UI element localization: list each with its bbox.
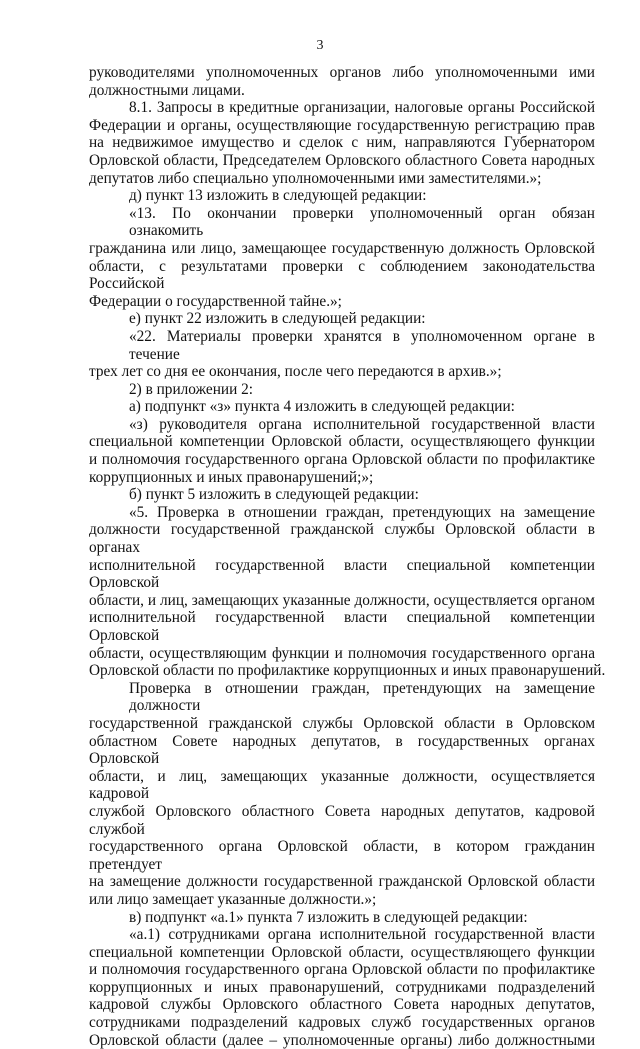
text-line: 2) в приложении 2: [129,380,253,398]
text-line: и полномочия государственного органа Орловской области по профилактике [89,451,595,469]
text-line: Федерации и органы, осуществляющие государственную регистрацию прав [89,116,595,134]
text-line: кадровой службы Орловского областного Совета народных депутатов, [89,996,595,1014]
paragraph [89,328,595,381]
text-line: исполнительной государственной власти специальной компетенции Орловской [89,556,595,592]
paragraph [89,381,595,399]
text-line: исполнительной государственной власти специальной компетенции Орловской [89,609,595,644]
text-line: гражданина или лицо, замещающее государственную должность Орловской [89,239,595,257]
text-line: области, и лиц, замещающих указанные должности, осуществляется кадровой [89,767,595,803]
text-line: б) пункт 5 изложить в следующей редакции: [129,486,419,504]
text-line: коррупционных и иных правонарушений;»; [89,468,374,486]
text-line: е) пункт 22 изложить в следующей редакции: [129,310,426,328]
text-line: Орловской области по профилактике коррупционных и иных правонарушений. [89,662,606,680]
paragraph [89,187,595,205]
document-body [89,64,606,1049]
text-line: Орловской области, Председателем Орловского областного Совета народных [89,151,595,169]
text-line: руководителями уполномоченных органов либо уполномоченными ими [89,64,595,81]
text-line: Федерации о государственной тайне.»; [89,292,342,310]
text-line: на недвижимое имущество и сделок с ним, направляются Губернатором [89,134,595,152]
text-line: 8.1. Запросы в кредитные организации, налоговые органы Российской [129,99,595,117]
text-line: сотрудниками подразделений кадровых служб государственных органов [89,1014,595,1032]
paragraph [89,64,595,99]
text-line: д) пункт 13 изложить в следующей редакции: [129,187,427,205]
paragraph [89,680,595,909]
text-line: и полномочия государственного органа Орловской области по профилактике [89,961,595,979]
page-number: 3 [316,38,324,53]
text-line: в) подпункт «а.1» пункта 7 изложить в следующей редакции: [129,908,528,926]
text-line: «22. Материалы проверки хранятся в уполномоченном органе в течение [129,327,595,363]
text-line: или лицо замещает указанные должности.»; [89,890,377,908]
text-line: службой Орловского областного Совета народных депутатов, кадровой службой [89,802,595,838]
text-line: государственного органа Орловской области, в котором гражданин претендует [89,838,595,873]
paragraph [89,909,595,927]
text-line: области, осуществляющим функции и полномочия государственного органа [89,644,595,662]
paragraph [89,926,595,1049]
paragraph [89,398,595,416]
paragraph [89,205,595,311]
text-line: специальной компетенции Орловской области, осуществляющего функции [89,433,595,451]
text-line: должностными лицами. [89,81,245,99]
paragraph [89,310,595,328]
text-line: должности государственной гражданской службы Орловской области в органах [89,521,595,557]
text-line: «з) руководителя органа исполнительной государственной власти [129,415,595,433]
text-line: а) подпункт «з» пункта 4 изложить в следующей редакции: [129,398,515,416]
text-line: депутатов либо специально уполномоченными ими заместителями.»; [89,169,542,187]
text-line: государственной гражданской службы Орловской области в Орловском [89,714,595,732]
text-line: коррупционных и иных правонарушений, сотрудниками подразделений [89,978,595,996]
text-line: на замещение должности государственной гражданской Орловской области [89,873,595,891]
text-line: области, с результатами проверки с соблюдением законодательства Российской [89,257,595,293]
paragraph [89,416,595,486]
text-line: «а.1) сотрудниками органа исполнительной государственной власти [129,926,595,944]
text-line: «5. Проверка в отношении граждан, претендующих на замещение [129,503,595,521]
text-line: областном Совете народных депутатов, в государственных органах Орловской [89,732,595,768]
text-line: «13. По окончании проверки уполномоченный орган обязан ознакомить [129,204,595,240]
text-line: области, и лиц, замещающих указанные должности, осуществляется органом [89,591,595,609]
text-line: трех лет со дня ее окончания, после чего передаются в архив.»; [89,363,502,381]
text-line: Орловской области (далее – уполномоченные органы) либо должностными [89,1031,595,1049]
paragraph [89,99,595,187]
text-line: специальной компетенции Орловской области, осуществляющего функции [89,943,595,961]
paragraph [89,503,606,680]
text-line: Проверка в отношении граждан, претендующих на замещение должности [129,679,595,715]
paragraph [89,486,595,504]
